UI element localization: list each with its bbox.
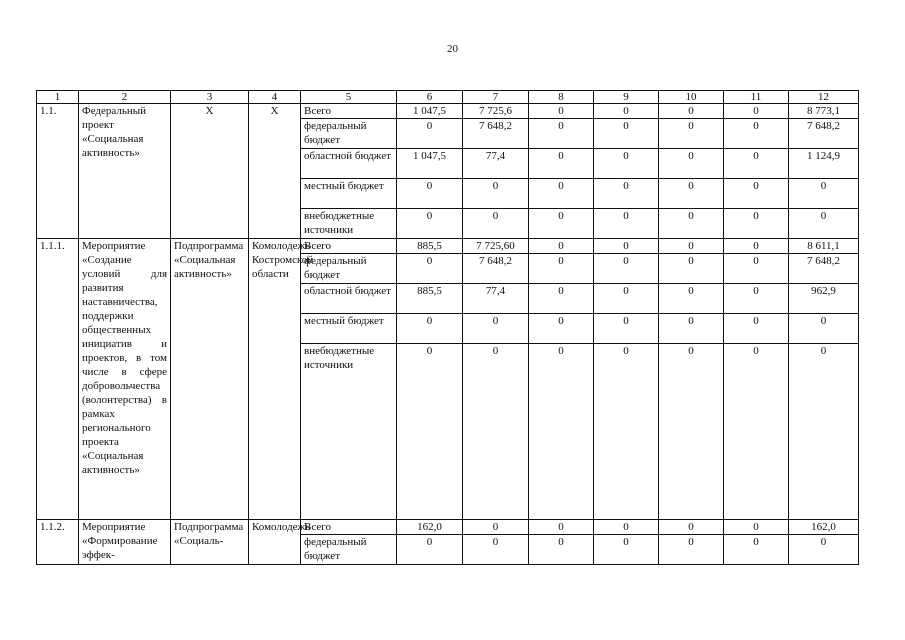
amount-cell: 0 (529, 344, 594, 520)
budget-table (36, 90, 859, 565)
amount-cell: 1 047,5 (397, 104, 463, 119)
amount-cell: 0 (724, 209, 789, 239)
amount-cell: 0 (659, 239, 724, 254)
amount-cell: 0 (463, 179, 529, 209)
amount-cell: 0 (789, 535, 859, 565)
amount-cell: 0 (724, 344, 789, 520)
amount-cell: 0 (724, 314, 789, 344)
amount-cell: 0 (594, 314, 659, 344)
amount-cell: 0 (529, 104, 594, 119)
amount-cell: 0 (659, 535, 724, 565)
amount-cell: 0 (659, 284, 724, 314)
amount-cell: 0 (594, 104, 659, 119)
subprogram: Х (171, 104, 249, 239)
amount-cell: 0 (789, 209, 859, 239)
column-header: 11 (724, 91, 789, 104)
amount-cell: 0 (724, 239, 789, 254)
amount-cell: 0 (529, 535, 594, 565)
amount-cell: 0 (529, 239, 594, 254)
amount-cell: 0 (789, 314, 859, 344)
amount-cell: 0 (529, 179, 594, 209)
table-row (37, 239, 859, 254)
amount-cell: 0 (529, 284, 594, 314)
amount-cell: 0 (397, 119, 463, 149)
table-row (37, 520, 859, 535)
amount-cell: 162,0 (789, 520, 859, 535)
amount-cell: 0 (724, 119, 789, 149)
amount-cell: 0 (594, 284, 659, 314)
amount-cell: 0 (724, 284, 789, 314)
amount-cell: 0 (397, 535, 463, 565)
funding-source: областной бюджет (301, 149, 397, 179)
amount-cell: 0 (724, 149, 789, 179)
subprogram: Подпрограмма «Социальная активность» (171, 239, 249, 520)
funding-source: федеральный бюджет (301, 254, 397, 284)
amount-cell: 0 (397, 254, 463, 284)
amount-cell: 7 725,60 (463, 239, 529, 254)
funding-source: местный бюджет (301, 179, 397, 209)
column-header: 10 (659, 91, 724, 104)
amount-cell: 0 (463, 209, 529, 239)
amount-cell: 0 (659, 119, 724, 149)
item-number: 1.1.2. (37, 520, 79, 565)
column-header: 5 (301, 91, 397, 104)
subprogram: Подпрограмма «Социаль- (171, 520, 249, 565)
amount-cell: 0 (397, 209, 463, 239)
funding-source: местный бюджет (301, 314, 397, 344)
amount-cell: 0 (659, 104, 724, 119)
amount-cell: 0 (659, 254, 724, 284)
amount-cell: 0 (594, 149, 659, 179)
item-name: Федеральный проект «Социальная активность» (79, 104, 171, 239)
amount-cell: 0 (659, 149, 724, 179)
amount-cell: 0 (724, 179, 789, 209)
amount-cell: 162,0 (397, 520, 463, 535)
item-number: 1.1.1. (37, 239, 79, 520)
amount-cell: 885,5 (397, 239, 463, 254)
amount-cell: 0 (594, 254, 659, 284)
amount-cell: 962,9 (789, 284, 859, 314)
amount-cell: 0 (529, 119, 594, 149)
item-name: Мероприятие «Создание условий для развития наставничества, поддержки общественных инициатив и проектов, в том числе в сфере добровольчества (волонтерства) в рамках регионального проекта «Социальная активность» (79, 239, 171, 520)
funding-source: Всего (301, 239, 397, 254)
amount-cell: 0 (529, 254, 594, 284)
amount-cell: 0 (463, 520, 529, 535)
amount-cell: 0 (529, 520, 594, 535)
amount-cell: 7 648,2 (463, 254, 529, 284)
amount-cell: 0 (463, 314, 529, 344)
header-row (37, 91, 859, 104)
amount-cell: 77,4 (463, 284, 529, 314)
amount-cell: 7 648,2 (789, 254, 859, 284)
funding-source: внебюджетные источники (301, 209, 397, 239)
amount-cell: 0 (463, 344, 529, 520)
column-header: 6 (397, 91, 463, 104)
column-header: 1 (37, 91, 79, 104)
executor: Х (249, 104, 301, 239)
amount-cell: 0 (397, 344, 463, 520)
funding-source: внебюджетные источники (301, 344, 397, 520)
column-header: 3 (171, 91, 249, 104)
amount-cell: 1 124,9 (789, 149, 859, 179)
page-number: 20 (447, 43, 458, 55)
funding-source: федеральный бюджет (301, 535, 397, 565)
amount-cell: 0 (594, 119, 659, 149)
item-number: 1.1. (37, 104, 79, 239)
amount-cell: 8 611,1 (789, 239, 859, 254)
amount-cell: 0 (529, 149, 594, 179)
amount-cell: 0 (594, 209, 659, 239)
amount-cell: 0 (659, 344, 724, 520)
amount-cell: 0 (594, 535, 659, 565)
item-name: Мероприятие «Формирование эффек- (79, 520, 171, 565)
amount-cell: 0 (724, 104, 789, 119)
amount-cell: 885,5 (397, 284, 463, 314)
amount-cell: 7 648,2 (463, 119, 529, 149)
amount-cell: 0 (594, 179, 659, 209)
amount-cell: 0 (724, 535, 789, 565)
amount-cell: 0 (397, 179, 463, 209)
funding-source: областной бюджет (301, 284, 397, 314)
amount-cell: 0 (789, 179, 859, 209)
amount-cell: 0 (463, 535, 529, 565)
column-header: 9 (594, 91, 659, 104)
amount-cell: 1 047,5 (397, 149, 463, 179)
amount-cell: 8 773,1 (789, 104, 859, 119)
executor: Комолодежь (249, 520, 301, 565)
table-row (37, 104, 859, 119)
amount-cell: 7 725,6 (463, 104, 529, 119)
executor: Комолодежь Костромской области (249, 239, 301, 520)
amount-cell: 0 (659, 520, 724, 535)
amount-cell: 0 (594, 239, 659, 254)
amount-cell: 7 648,2 (789, 119, 859, 149)
amount-cell: 0 (724, 520, 789, 535)
amount-cell: 77,4 (463, 149, 529, 179)
amount-cell: 0 (659, 209, 724, 239)
amount-cell: 0 (529, 314, 594, 344)
funding-source: Всего (301, 104, 397, 119)
amount-cell: 0 (594, 520, 659, 535)
column-header: 12 (789, 91, 859, 104)
amount-cell: 0 (659, 314, 724, 344)
amount-cell: 0 (529, 209, 594, 239)
column-header: 4 (249, 91, 301, 104)
funding-source: федеральный бюджет (301, 119, 397, 149)
funding-source: Всего (301, 520, 397, 535)
amount-cell: 0 (397, 314, 463, 344)
amount-cell: 0 (789, 344, 859, 520)
column-header: 2 (79, 91, 171, 104)
column-header: 8 (529, 91, 594, 104)
amount-cell: 0 (659, 179, 724, 209)
amount-cell: 0 (724, 254, 789, 284)
column-header: 7 (463, 91, 529, 104)
amount-cell: 0 (594, 344, 659, 520)
